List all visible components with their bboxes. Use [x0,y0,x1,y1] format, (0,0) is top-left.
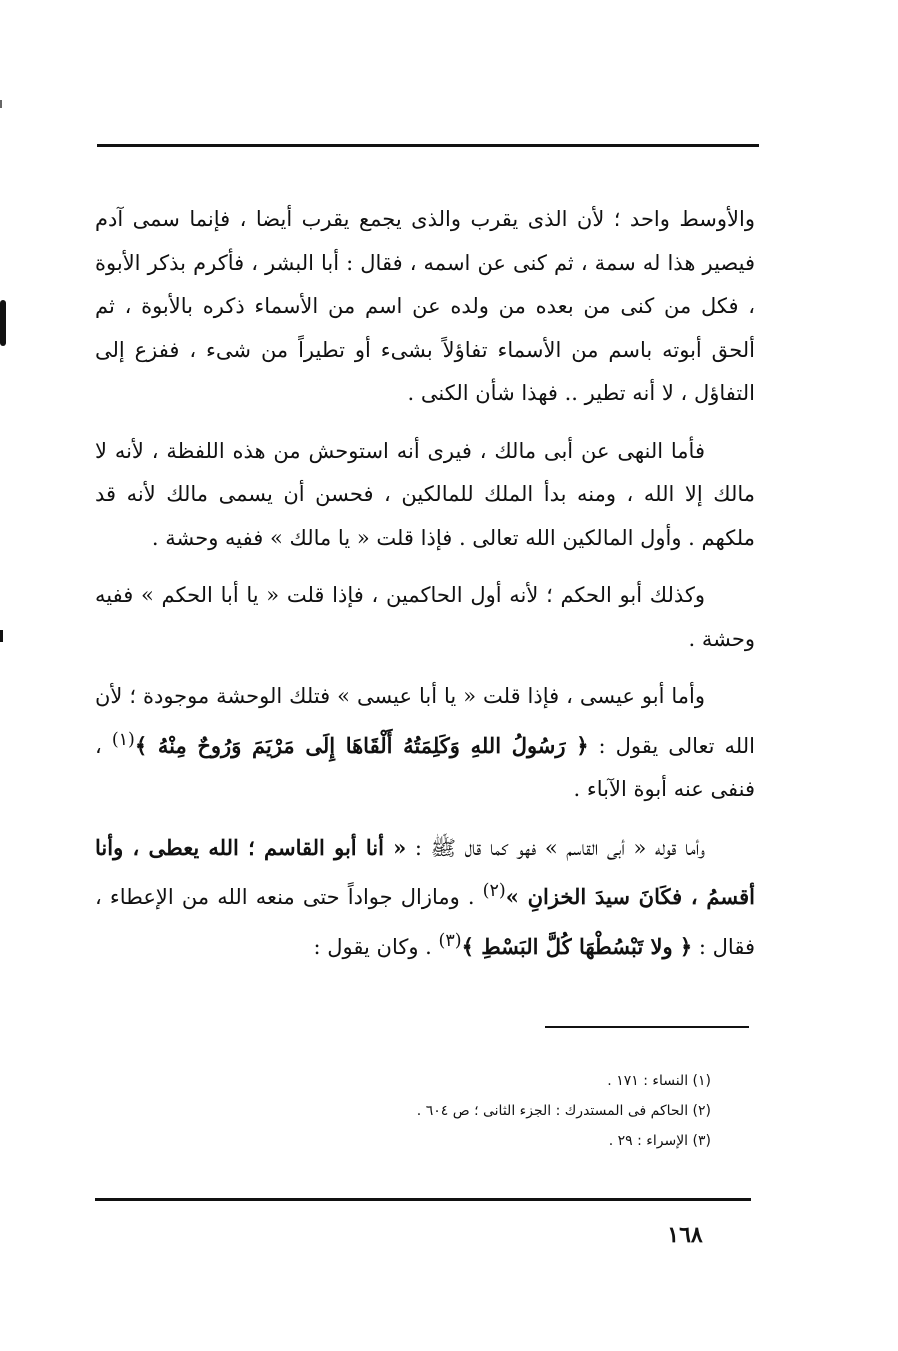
hadith-quote: « أنا أبو القاسم ؛ الله يعطى ، وأنا أقسمُ ، فكَانَ سيدَ الخزانِ » [95,834,755,909]
page-edge-mark [0,300,6,346]
paragraph [95,826,755,970]
footnote: (٣) الإسراء : ٢٩ . [608,1133,711,1149]
footnote-ref: (١) [111,729,135,750]
paragraph-text: وأما أبو عيسى ، فإذا قلت « يا أبا عيسى » فتلك الوحشة موجودة ؛ لأن الله تعالى يقول : [95,684,755,758]
paragraph [95,675,755,812]
paragraph: والأوسط واحد ؛ لأن الذى يقرب والذى يجمع يقرب أيضا ، فإنما سمى آدم فيصير هذا له سمة ، ثم كنى عن اسمه ، فقال : أبا البشر ، فأكرم بذكر الأبوة ، فكل من كنى من بعده من ولده عن اسم من الأسماء ذكره بالأبوة ، ثم ألحق أبوته باسم من الأسماء تفاؤلاً بشىء أو تطيراً من شىء ، ففزع إلى التفاؤل ، لا أنه تطير .. فهذا شأن الكنى . [95,207,755,405]
page-edge-mark [0,100,2,108]
paragraph-text: ، فنفى عنه أبوة الآباء . [95,733,755,801]
footnote-ref: (٣) [438,930,462,951]
paragraph: وكذلك أبو الحكم ؛ لأنه أول الحاكمين ، فإذا قلت « يا أبا الحكم » ففيه وحشة . [95,583,755,651]
footnote-ref: (٢) [482,881,506,901]
body-text [95,198,755,983]
footnote-rule [545,1026,749,1028]
paragraph-text: . ومازال جواداً حتى منعه الله من الإعطاء ، فقال : [95,885,755,959]
footnotes [417,1066,711,1156]
paragraph: فأما النهى عن أبى مالك ، فيرى أنه استوحش من هذه اللفظة ، لأنه لا مالك إلا الله ، ومنه بدأ الملك للمالكين ، فحسن أن يسمى مالك لأنه قد ملكهم . وأول المالكين الله تعالى . فإذا قلت « يا مالك » ففيه وحشة . [95,438,755,550]
page-edge-mark [0,630,3,642]
quran-quote: ﴿ رَسُولُ اللهِ وَكَلِمَتُهُ أَلْقَاهَا إِلَى مَرْيَمَ وَرُوحٌ مِنْهُ ﴾ [134,732,589,758]
paragraph-text: . وكان يقول : [313,934,439,959]
footer-rule [95,1198,751,1201]
quran-quote: ﴿ ولا تَبْسُطْهَا كُلَّ البَسْطِ ﴾ [461,933,693,959]
footnote: (١) النساء : ١٧١ . [607,1073,711,1089]
header-rule [97,144,759,147]
footnote: (٢) الحاكم فى المستدرك : الجزء الثانى ؛ ص ٦٠٤ . [416,1103,711,1119]
paragraph-text: وأما قوله « أبى القاسم » فهو كما قال ﷺ : [406,835,705,860]
page-number: ١٦٨ [667,1222,703,1248]
